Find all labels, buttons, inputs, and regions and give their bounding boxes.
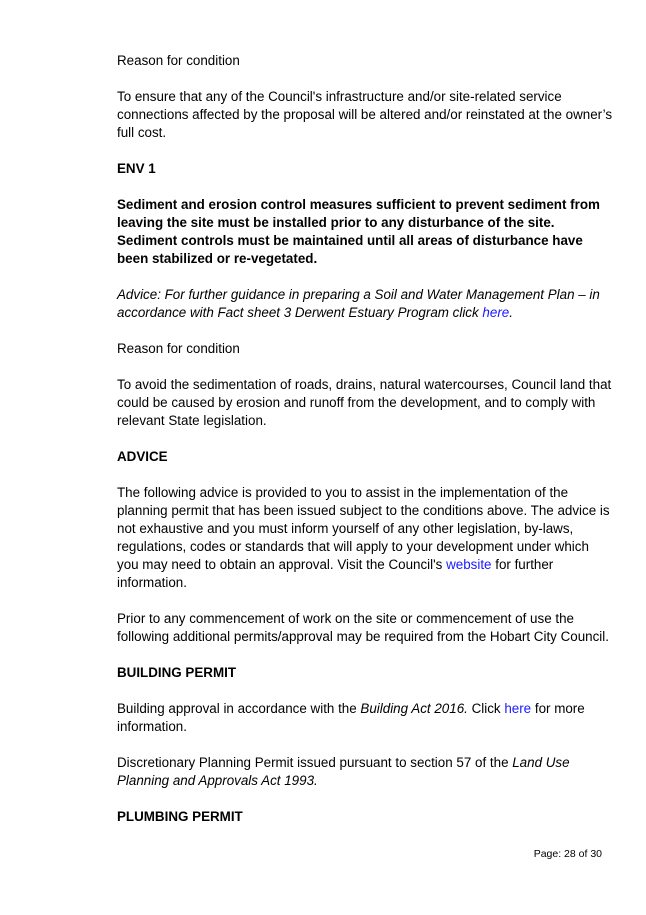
infrastructure-paragraph: To ensure that any of the Council's infrastructure and/or site-related service connections affected by the proposal will be altered and/or reinstated at the owner’s full cost. — [117, 89, 613, 140]
council-website-link[interactable]: website — [446, 557, 492, 572]
document-body — [117, 52, 613, 844]
advice-text-end: for further information. — [117, 557, 554, 590]
reason-label-1: Reason for condition — [117, 53, 240, 68]
advice-paragraph — [117, 484, 613, 592]
plumbing-permit-heading: PLUMBING PERMIT — [117, 809, 243, 824]
soil-water-plan-link[interactable]: here — [482, 305, 510, 320]
discretionary-permit-paragraph — [117, 754, 613, 790]
advice-text: The following advice is provided to you to assist in the implementation of the planning permit that has been issued subject to the conditions above. The advice is not exhaustive and you must inform yourself of any other legislation, by-laws, regulations, codes or standards that will apply to your development under which you may need to obtain an approval. Visit the Council's — [117, 485, 610, 572]
building-text-end: for more information. — [117, 701, 585, 734]
building-permit-heading: BUILDING PERMIT — [117, 665, 237, 680]
advice-heading: ADVICE — [117, 449, 168, 464]
reason-label-2: Reason for condition — [117, 341, 240, 356]
env1-reason-paragraph: To avoid the sedimentation of roads, drains, natural watercourses, Council land that could be caused by erosion and runoff from the development, and to comply with relevant State legislation. — [117, 377, 612, 428]
building-text: Building approval in accordance with the — [117, 701, 361, 716]
building-approval-link[interactable]: here — [504, 701, 532, 716]
building-click-text: Click — [467, 701, 505, 716]
discretionary-text: Discretionary Planning Permit issued pursuant to section 57 of the — [117, 755, 513, 770]
env1-condition: Sediment and erosion control measures sufficient to prevent sediment from leaving the site must be installed prior to any disturbance of the site. Sediment controls must be maintained until all areas of disturbance have been stabilized or re-vegetated. — [117, 197, 600, 266]
building-act-title: Building Act 2016. — [360, 701, 468, 716]
env1-heading: ENV 1 — [117, 161, 156, 176]
env1-advice-text: Advice: For further guidance in preparing a Soil and Water Management Plan – in accordance with Fact sheet 3 Derwent Estuary Program click — [117, 287, 600, 320]
prior-permits-paragraph: Prior to any commencement of work on the site or commencement of use the following additional permits/approval may be required from the Hobart City Council. — [117, 611, 609, 644]
building-permit-paragraph — [117, 700, 613, 736]
env1-advice-end: . — [509, 305, 513, 320]
page-number: Page: 28 of 30 — [533, 848, 602, 860]
env1-advice — [117, 286, 613, 322]
land-use-act-title: Land Use Planning and Approvals Act 1993. — [117, 755, 570, 788]
